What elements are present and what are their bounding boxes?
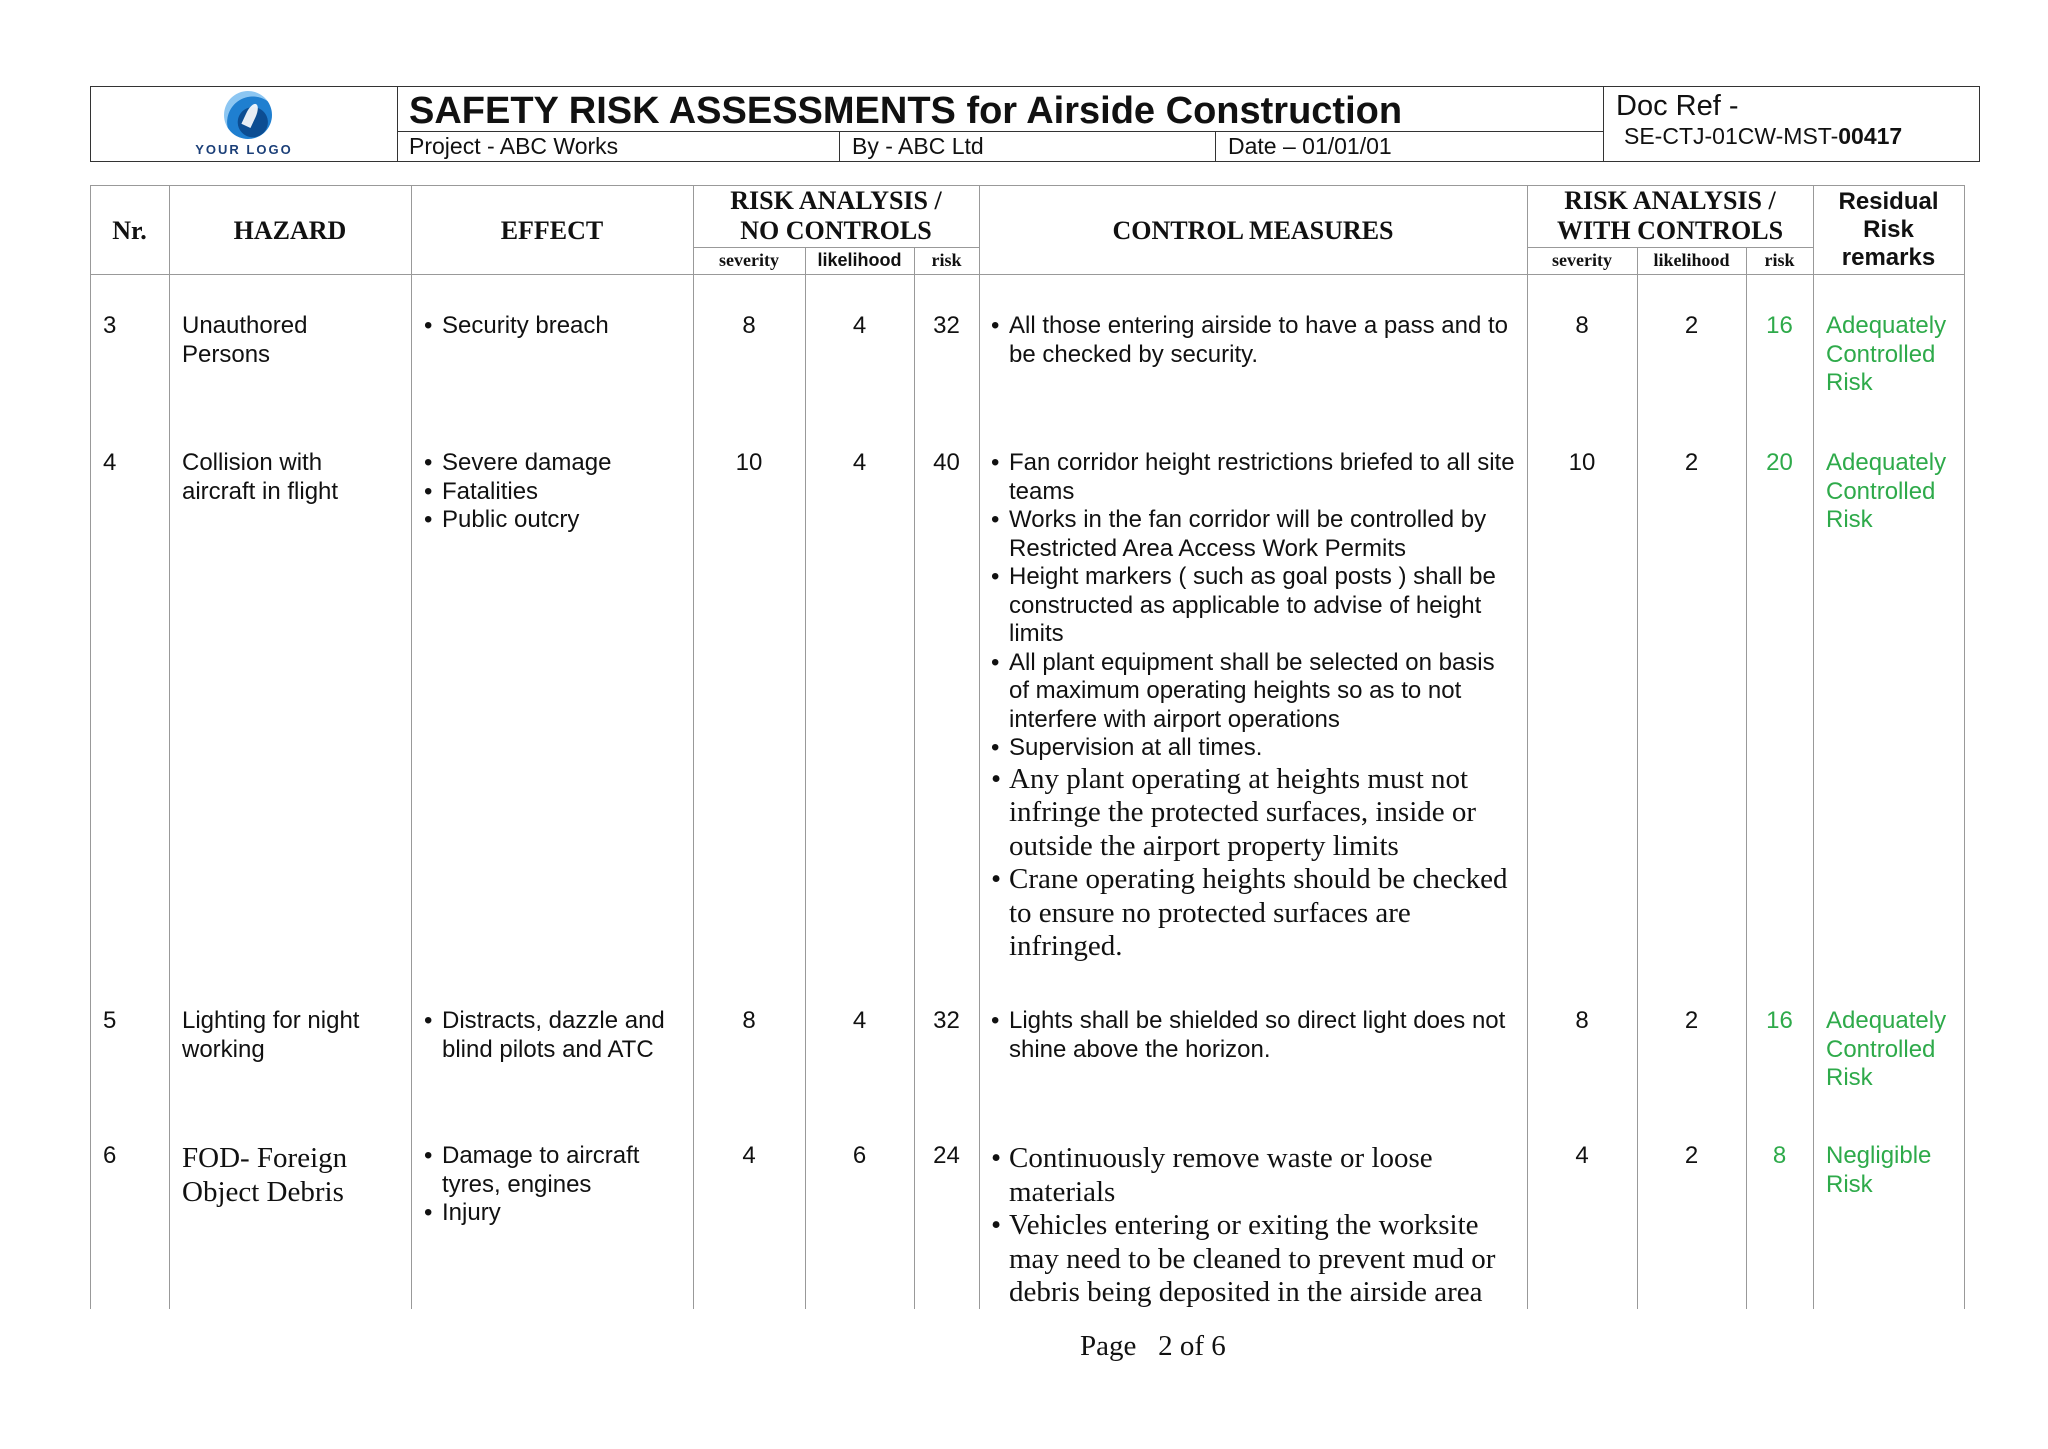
control-item: • Continuously remove waste or loose materials [991, 1142, 1521, 1209]
title-cell [397, 87, 1603, 132]
hazard-line: working [182, 1035, 265, 1063]
row-likelihood-2: 2 [1684, 1142, 1699, 1169]
row-remarks [1826, 449, 1946, 535]
col-header-ra-with-controls-1: RISK ANALYSIS / [1564, 186, 1776, 215]
row-risk: 24 [933, 1142, 960, 1169]
row-nr: 3 [103, 312, 117, 339]
col-header-risk-2: risk [1764, 250, 1795, 270]
document-header [90, 86, 1980, 162]
effect-item: • Severe damage [424, 449, 684, 478]
col-header-residual-1: Residual [1838, 188, 1939, 215]
remark-line: Adequately [1826, 1007, 1947, 1034]
remark-line: Risk [1826, 506, 1873, 533]
col-header-ra-no-controls-2: NO CONTROLS [740, 216, 932, 245]
col-line [411, 185, 412, 1309]
row-severity-2: 10 [1568, 449, 1596, 476]
col-header-residual-2: Risk [1863, 216, 1914, 243]
hazard-line: FOD- Foreign [182, 1142, 348, 1174]
col-header-nr: Nr. [112, 216, 147, 245]
col-header-effect: EFFECT [500, 216, 604, 245]
row-controls [991, 1142, 1521, 1310]
effect-item: • Public outcry [424, 506, 684, 535]
row-nr: 5 [103, 1007, 117, 1034]
row-severity-2: 8 [1575, 1007, 1589, 1034]
control-item: • All those entering airside to have a pass and to be checked by security. [991, 312, 1516, 369]
control-item: • Supervision at all times. [991, 734, 1521, 763]
control-item: • Crane operating heights should be checked to ensure no protected surfaces are infringed. [991, 863, 1521, 964]
row-risk: 32 [933, 312, 960, 339]
col-header-likelihood-2: likelihood [1653, 250, 1730, 270]
col-header-hazard: HAZARD [233, 216, 347, 245]
doc-ref-prefix: SE-CTJ-01CW-MST- [1624, 123, 1839, 149]
row-nr: 6 [103, 1142, 117, 1169]
col-header-control-measures: CONTROL MEASURES [1112, 216, 1394, 245]
remark-line: Risk [1826, 369, 1873, 396]
row-likelihood-2: 2 [1684, 449, 1699, 476]
remark-line: Adequately [1826, 449, 1947, 476]
doc-ref-cell [1603, 87, 1980, 161]
hazard-line: Unauthored [182, 312, 308, 339]
author-field: By - ABC Ltd [840, 131, 1216, 161]
col-header-severity-2: severity [1552, 250, 1612, 270]
row-likelihood-2: 2 [1684, 1007, 1699, 1034]
doc-ref-value [1624, 123, 1902, 150]
doc-ref-label: Doc Ref - [1616, 90, 1739, 122]
subheader-line-right [1527, 247, 1813, 248]
remark-line: Controlled [1826, 340, 1936, 368]
effect-item: • Distracts, dazzle and blind pilots and ATC [424, 1007, 684, 1064]
row-severity: 10 [735, 449, 763, 476]
col-line [1527, 185, 1528, 1309]
row-likelihood: 4 [852, 312, 867, 339]
row-remarks [1826, 1007, 1946, 1093]
row-controls [991, 449, 1521, 964]
row-remarks [1826, 312, 1946, 398]
effect-item: • Fatalities [424, 478, 684, 507]
col-line [693, 185, 694, 1309]
col-line [1813, 185, 1814, 1309]
row-hazard [182, 1142, 347, 1209]
col-header-ra-no-controls-1: RISK ANALYSIS / [730, 186, 942, 215]
row-risk: 32 [933, 1007, 960, 1034]
row-controls [991, 312, 1516, 369]
remark-line: Risk [1826, 1064, 1873, 1091]
effect-item: • Injury [424, 1199, 684, 1228]
logo-text: YOUR LOGO [195, 142, 293, 157]
control-item: • Fan corridor height restrictions briefed to all site teams [991, 449, 1521, 506]
hazard-line: Collision with [182, 449, 323, 476]
effect-item: • Security breach [424, 312, 684, 341]
col-header-likelihood: likelihood [817, 250, 902, 270]
row-risk-2: 8 [1772, 1142, 1787, 1169]
row-severity: 4 [742, 1142, 756, 1169]
col-line [169, 185, 170, 1309]
row-severity-2: 8 [1575, 312, 1589, 339]
row-effect [424, 449, 684, 535]
col-header-ra-with-controls-2: WITH CONTROLS [1556, 216, 1784, 245]
remark-line: Negligible [1826, 1142, 1932, 1169]
row-controls [991, 1007, 1521, 1064]
row-risk-2: 20 [1766, 449, 1793, 476]
control-item: • Works in the fan corridor will be controlled by Restricted Area Access Work Permits [991, 506, 1521, 563]
row-severity: 8 [742, 312, 756, 339]
control-item: • Any plant operating at heights must not infringe the protected surfaces, inside or outside the airport property limits [991, 763, 1521, 864]
row-hazard [182, 312, 307, 369]
control-item: • Height markers ( such as goal posts ) shall be constructed as applicable to advise of height limits [991, 563, 1521, 649]
control-item: • Vehicles entering or exiting the worksite may need to be cleaned to prevent mud or debris being deposited in the airside area [991, 1209, 1521, 1310]
row-hazard [182, 1007, 359, 1064]
col-header-severity: severity [719, 250, 779, 270]
document-title: SAFETY RISK ASSESSMENTS for Airside Construction [409, 90, 1403, 132]
control-item: • Lights shall be shielded so direct light does not shine above the horizon. [991, 1007, 1521, 1064]
row-hazard [182, 449, 338, 506]
col-line [979, 185, 980, 1309]
row-likelihood-2: 2 [1684, 312, 1699, 339]
hazard-line: Lighting for night [182, 1007, 360, 1034]
col-header-risk: risk [931, 250, 962, 270]
remark-line: Controlled [1826, 477, 1936, 505]
project-field: Project - ABC Works [397, 131, 840, 161]
doc-ref-number: 00417 [1838, 123, 1903, 149]
col-line [1964, 185, 1965, 1309]
row-risk-2: 16 [1766, 312, 1793, 339]
remark-line: Adequately [1826, 312, 1947, 339]
col-header-residual [1813, 188, 1964, 272]
effect-item: • Damage to aircraft tyres, engines [424, 1142, 684, 1199]
header-bottom-border [90, 274, 1965, 275]
row-nr: 4 [103, 449, 117, 476]
control-item: • All plant equipment shall be selected on basis of maximum operating heights so as to not interfere with airport operations [991, 649, 1521, 735]
row-risk-2: 16 [1766, 1007, 1793, 1034]
remark-line: Controlled [1826, 1035, 1936, 1063]
remark-line: Risk [1826, 1170, 1873, 1198]
row-effect [424, 1007, 684, 1064]
hazard-line: Object Debris [182, 1175, 344, 1208]
row-effect [424, 312, 684, 341]
row-severity: 8 [742, 1007, 756, 1034]
row-effect [424, 1142, 684, 1228]
logo-cell [91, 87, 398, 161]
page-number: Page 2 of 6 [1080, 1330, 1226, 1362]
hazard-line: aircraft in flight [182, 477, 339, 505]
subheader-line-left [693, 247, 979, 248]
col-line [90, 185, 91, 1309]
row-likelihood: 4 [852, 449, 867, 476]
col-header-residual-3: remarks [1841, 244, 1936, 271]
hazard-line: Persons [182, 340, 271, 368]
logo-icon [224, 91, 272, 139]
row-severity-2: 4 [1575, 1142, 1589, 1169]
row-likelihood: 4 [852, 1007, 867, 1034]
row-remarks [1826, 1142, 1931, 1199]
date-field: Date – 01/01/01 [1228, 133, 1392, 159]
row-risk: 40 [933, 449, 960, 476]
row-likelihood: 6 [852, 1142, 867, 1169]
